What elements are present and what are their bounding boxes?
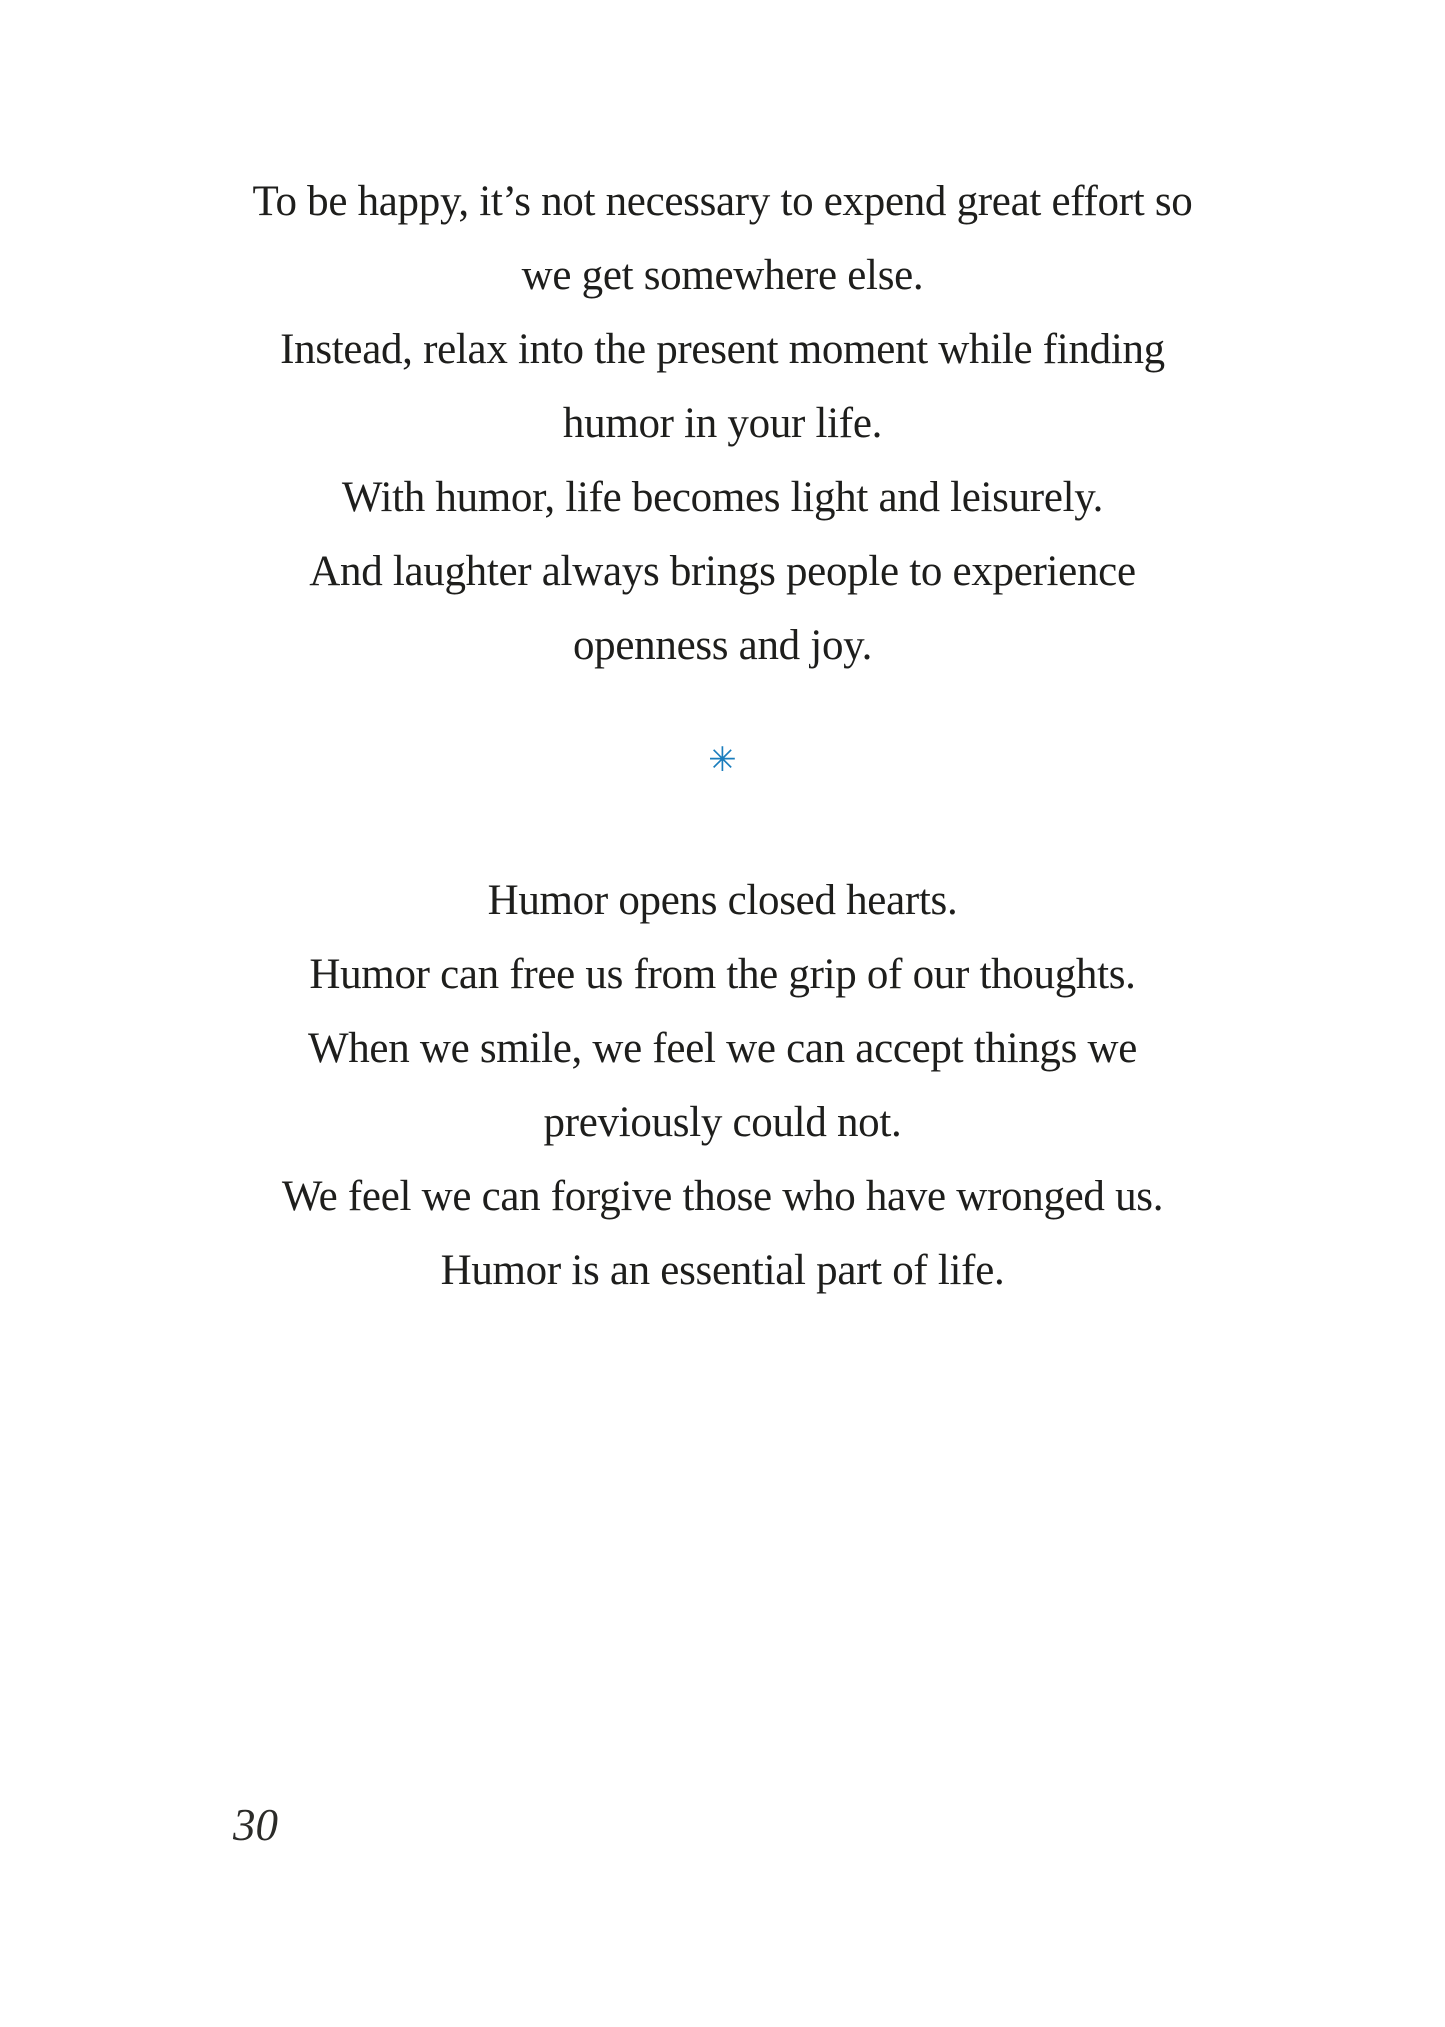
paragraph-1 [0,165,1445,683]
text-line: We feel we can forgive those who have wronged us. [281,1173,1164,1220]
text-line: Humor opens closed hearts. [487,877,958,924]
text-line: With humor, life becomes light and leisurely. [341,474,1104,521]
asterisk-icon: ✳ [708,740,737,780]
paragraph-2 [0,864,1445,1308]
text-line: we get somewhere else. [521,252,924,299]
text-line: Humor is an essential part of life. [440,1247,1005,1294]
text-line: humor in your life. [562,400,883,447]
text-line: To be happy, it’s not necessary to expend great effort so [252,178,1193,225]
page-number: 30 [233,1800,278,1850]
text-line: Humor can free us from the grip of our thoughts. [309,951,1136,998]
text-line: openness and joy. [572,622,873,669]
section-divider [0,723,1445,804]
text-line: previously could not. [543,1099,902,1146]
text-line: And laughter always brings people to experience [309,548,1136,595]
text-line: When we smile, we feel we can accept things we [307,1025,1138,1072]
text-line: Instead, relax into the present moment while finding [280,326,1165,373]
page-text-block [0,165,1445,1308]
